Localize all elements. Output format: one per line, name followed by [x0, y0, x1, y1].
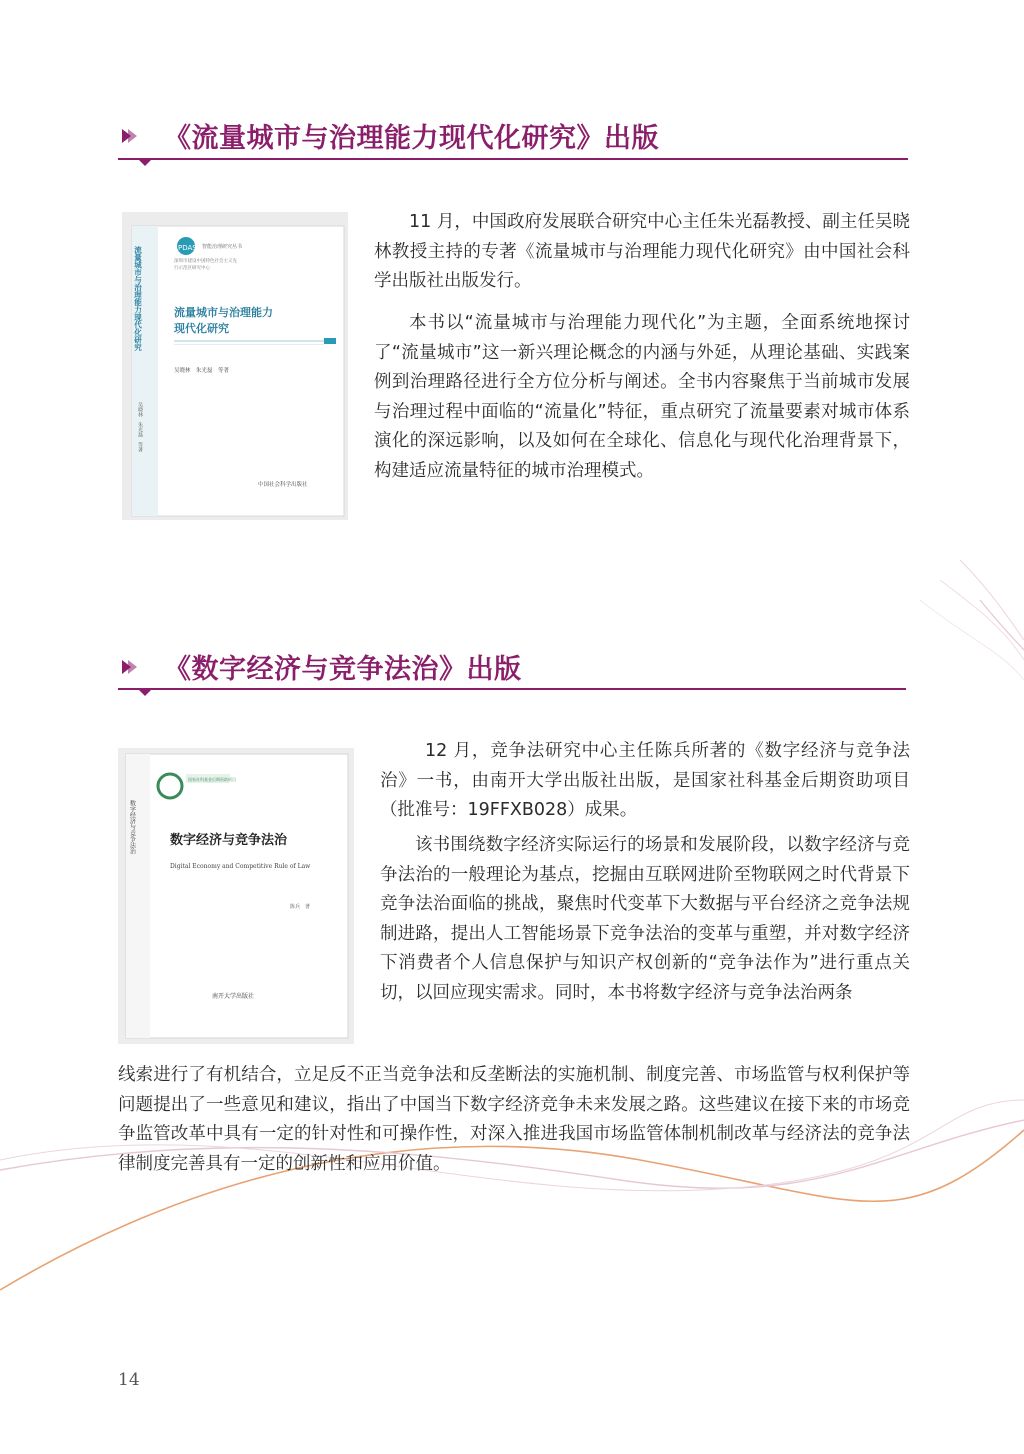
book2-spine-title: 数字经济与竞争法治: [128, 800, 136, 854]
book1-title-line2: 现代化研究: [174, 322, 229, 335]
book-cover-1: [118, 206, 350, 522]
book2-author: 陈兵 著: [290, 904, 311, 910]
section2-title: 《数字经济与竞争法治》出版: [164, 654, 522, 685]
book-cover-2: [112, 740, 358, 1046]
page-number: 14: [118, 1370, 140, 1390]
section1-paragraph-2: 本书以“流量城市与治理能力现代化”为主题，全面系统地探讨了“流量城市”这一新兴理论概念的内涵与外延，从理论基础、实践案例到治理路径进行全方位分析与阐述。全书内容聚焦于当前城市发展与治理过程中面临的“流量化”特征，重点研究了流量要素对城市体系演化的深远影响，以及如何在全球化、信息化与现代化治理背景下，构建适应流量特征的城市治理模式。: [374, 313, 910, 481]
svg-text:行示范区研究中心: 行示范区研究中心: [174, 266, 210, 271]
book1-publisher: 中国社会科学出版社: [258, 482, 308, 488]
series-logo: PDASC: [178, 244, 202, 252]
book1-title-line1: 流量城市与治理能力: [174, 306, 273, 319]
section2-paragraph-2-part-a: 该书围绕数字经济实际运行的场景和发展阶段，以数字经济与竞争法治的一般理论为基点，挖掘由互联网进阶至物联网之时代背景下竞争法治面临的挑战，聚焦时代变革下大数据与平台经济之竞争法规制进路，提出人工智能场景下竞争法治的变革与重塑，并对数字经济下消费者个人信息保护与知识产权创新的“竞争法作为”进行重点关切，以回应现实需求。同时，本书将数字经济与竞争法治两条: [380, 835, 910, 1003]
book2-publisher: 南开大学出版社: [212, 993, 255, 1000]
section2-paragraph-1: 12 月，竞争法研究中心主任陈兵所著的《数字经济与竞争法治》一书，由南开大学出版社出版，是国家社科基金后期资助项目（批准号：19FFXB028）成果。: [380, 741, 910, 820]
section1-title: 《流量城市与治理能力现代化研究》出版: [164, 123, 659, 154]
section1-heading: [118, 116, 659, 155]
svg-text:智能治理研究丛书: 智能治理研究丛书: [202, 244, 243, 250]
section2-divider: [118, 688, 906, 690]
book2-subtitle: Digital Economy and Competitive Rule of Law: [170, 863, 311, 870]
svg-text:国家社科基金后期资助项目: 国家社科基金后期资助项目: [188, 777, 236, 782]
section1-divider: [118, 158, 908, 160]
book1-spine-title: 流量城市与治理能力现代化研究: [133, 246, 143, 351]
section2-heading: [118, 647, 522, 686]
svg-text:吴晓林 朱光磊 等著: 吴晓林 朱光磊 等著: [137, 402, 143, 452]
book2-title: 数字经济与竞争法治: [170, 833, 288, 848]
svg-text:深圳市建设中国特色社会主义先: 深圳市建设中国特色社会主义先: [174, 259, 237, 264]
section1-paragraph-1: 11 月，中国政府发展联合研究中心主任朱光磊教授、副主任吴晓林教授主持的专著《流量城市与治理能力现代化研究》由中国社会科学出版社出版发行。: [374, 212, 910, 291]
book1-authors: 吴晓林 朱光磊 等著: [174, 368, 230, 374]
play-arrow-icon: [118, 656, 140, 678]
section2-paragraph-2-part-b: 线索进行了有机结合，立足反不正当竞争法和反垄断法的实施机制、制度完善、市场监管与权利保护等问题提出了一些意见和建议，指出了中国当下数字经济竞争未来发展之路。这些建议在接下来的市场竞争监管改革中具有一定的针对性和可操作性，对深入推进我国市场监管体制机制改革与经济法的竞争法律制度完善具有一定的创新性和应用价值。: [118, 1065, 910, 1174]
play-arrow-icon: [118, 125, 140, 147]
